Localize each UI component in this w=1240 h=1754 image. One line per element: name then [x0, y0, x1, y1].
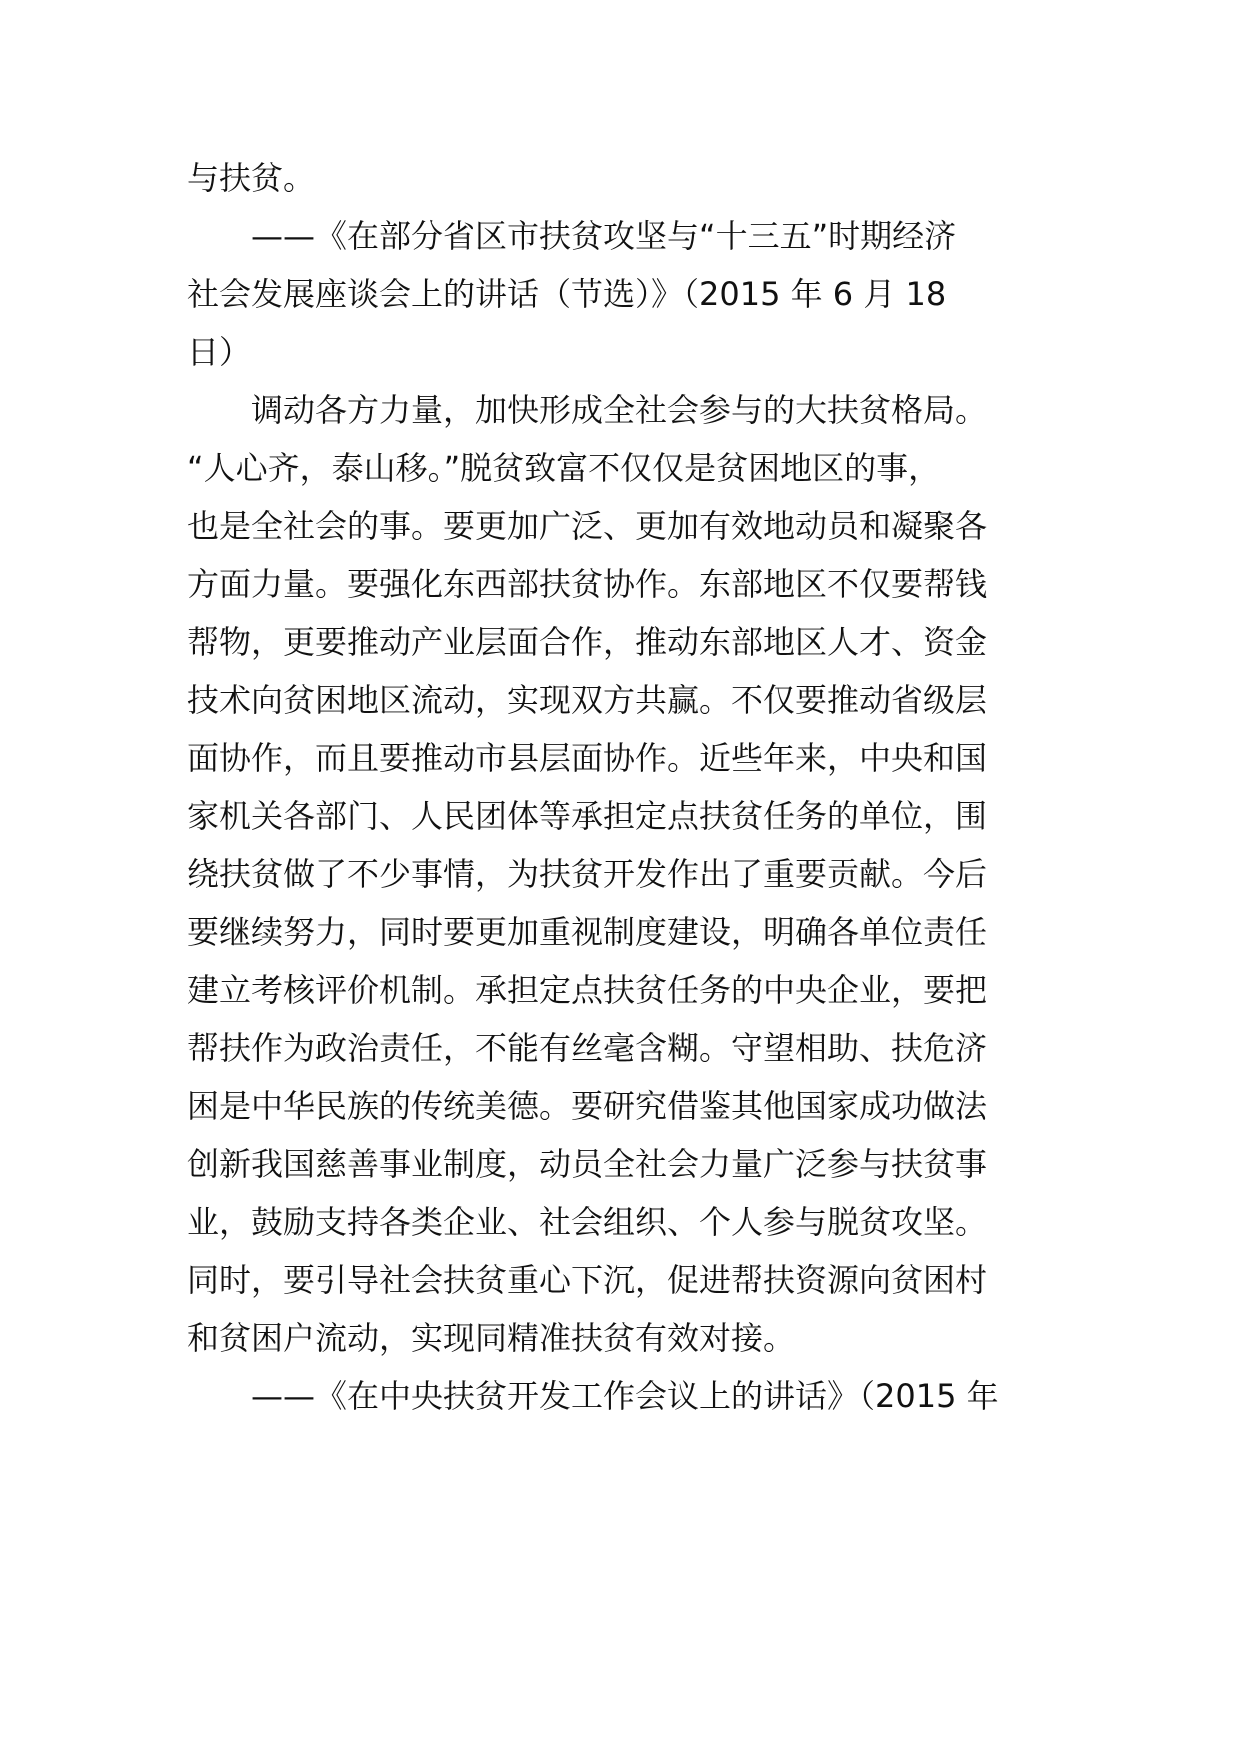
- citation-line: ——《在部分省区市扶贫攻坚与“十三五”时期经济: [187, 217, 957, 255]
- text-line: 业，鼓励支持各类企业、社会组织、个人参与脱贫攻坚。: [187, 1203, 988, 1241]
- text-line: 困是中华民族的传统美德。要研究借鉴其他国家成功做法: [187, 1087, 988, 1125]
- citation-line: 日）: [187, 333, 252, 371]
- text-line: 创新我国慈善事业制度，动员全社会力量广泛参与扶贫事: [187, 1145, 988, 1183]
- text-line: 绕扶贫做了不少事情，为扶贫开发作出了重要贡献。今后: [187, 855, 988, 893]
- citation-line: 社会发展座谈会上的讲话（节选）》（2015 年 6 月 18: [187, 275, 947, 313]
- text-line: 技术向贫困地区流动，实现双方共赢。不仅要推动省级层: [187, 681, 988, 719]
- text-line: 同时，要引导社会扶贫重心下沉，促进帮扶资源向贫困村: [187, 1261, 988, 1299]
- citation-line: ——《在中央扶贫开发工作会议上的讲话》（2015 年: [187, 1377, 999, 1415]
- text-line: 要继续努力，同时要更加重视制度建设，明确各单位责任: [187, 913, 988, 951]
- text-line: 面协作，而且要推动市县层面协作。近些年来，中央和国: [187, 739, 988, 777]
- text-line: 和贫困户流动，实现同精准扶贫有效对接。: [187, 1319, 796, 1357]
- text-line: 家机关各部门、人民团体等承担定点扶贫任务的单位，围: [187, 797, 988, 835]
- text-line: 调动各方力量，加快形成全社会参与的大扶贫格局。: [187, 391, 988, 429]
- text-line: 帮扶作为政治责任，不能有丝毫含糊。守望相助、扶危济: [187, 1029, 988, 1067]
- text-line: 帮物，更要推动产业层面合作，推动东部地区人才、资金: [187, 623, 988, 661]
- text-line: 也是全社会的事。要更加广泛、更加有效地动员和凝聚各: [187, 507, 988, 545]
- text-line: 建立考核评价机制。承担定点扶贫任务的中央企业，要把: [187, 971, 988, 1009]
- text-line: “人心齐，泰山移。”脱贫致富不仅仅是贫困地区的事，: [187, 449, 941, 487]
- text-line: 与扶贫。: [187, 159, 316, 197]
- text-line: 方面力量。要强化东西部扶贫协作。东部地区不仅要帮钱: [187, 565, 988, 603]
